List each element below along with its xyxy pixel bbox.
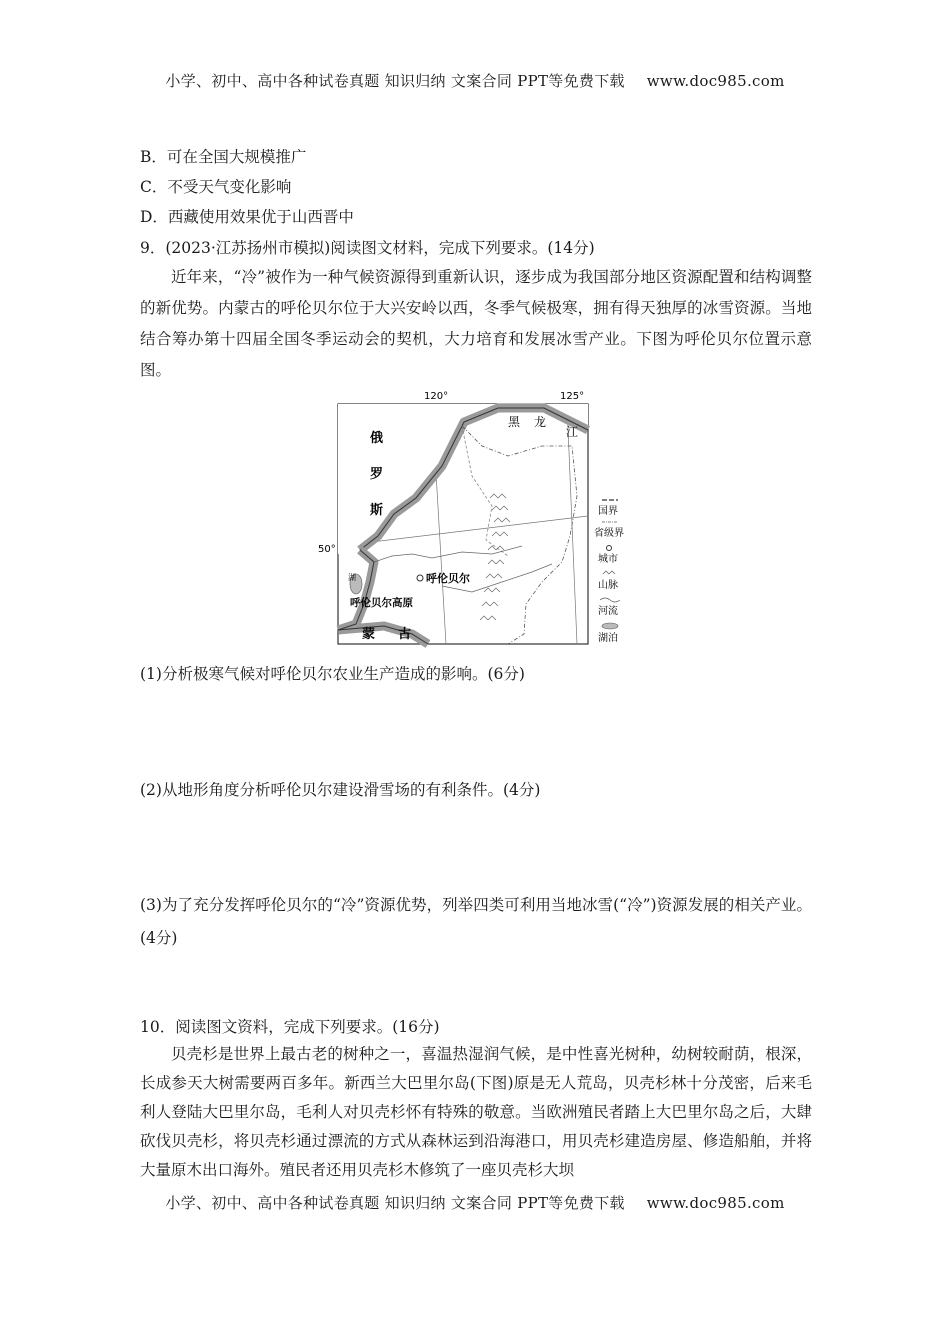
legend-mountain: 山脉 <box>598 580 618 591</box>
legend-city: 城市 <box>598 554 618 565</box>
q9-title: 9．(2023·江苏扬州市模拟)阅读图文材料，完成下列要求。(14分) <box>140 239 595 257</box>
legend-border: 国界 <box>598 506 618 517</box>
lon-125-label: 125° <box>560 391 585 402</box>
footer-text: 小学、初中、高中各种试卷真题 知识归纳 文案合同 PPT等免费下载 <box>165 1194 625 1212</box>
legend-river: 河流 <box>598 606 618 617</box>
q9-material: 近年来，“冷”被作为一种气候资源得到重新认识，逐步成为我国部分地区资源配置和结构调整的新优势。内蒙古的呼伦贝尔位于大兴安岭以西，冬季气候极寒，拥有得天独厚的冰雪资源。当地结合筹办第十四届全国冬季运动会的契机，大力培育和发展冰雪产业。下图为呼伦贝尔位置示意图。 <box>140 268 812 379</box>
q9-sub2: (2)从地形角度分析呼伦贝尔建设滑雪场的有利条件。(4分) <box>140 781 541 799</box>
footer-site: www.doc985.com <box>646 1194 785 1212</box>
hlj-label-1: 黑 <box>508 415 521 429</box>
mongolia-label-1: 蒙 <box>362 627 376 642</box>
mongolia-label-2: 古 <box>398 627 412 642</box>
lake-label: 湖 <box>348 573 356 582</box>
lat-50-label: 50° <box>318 544 336 555</box>
q10-title: 10．阅读图文资料，完成下列要求。(16分) <box>140 1018 440 1036</box>
q9-sub3: (3)为了充分发挥呼伦贝尔的“冷”资源优势，列举四类可利用当地冰雪(“冷”)资源发展的相关产业。(4分) <box>140 896 812 947</box>
option-c: C．不受天气变化影响 <box>140 178 292 196</box>
option-b: B．可在全国大规模推广 <box>140 148 307 166</box>
russia-label-1: 俄 <box>370 431 384 446</box>
option-d: D．西藏使用效果优于山西晋中 <box>140 208 354 226</box>
header-text: 小学、初中、高中各种试卷真题 知识归纳 文案合同 PPT等免费下载 <box>165 72 625 90</box>
plateau-label: 呼伦贝尔高原 <box>350 597 413 609</box>
q9-sub1: (1)分析极寒气候对呼伦贝尔农业生产造成的影响。(6分) <box>140 665 525 683</box>
legend-lake: 湖泊 <box>598 633 618 644</box>
page-header <box>0 70 950 91</box>
map-legend <box>594 500 624 644</box>
legend-province: 省级界 <box>594 528 624 539</box>
hulunbuir-location-map <box>312 386 642 648</box>
russia-label-2: 罗 <box>370 467 384 482</box>
hulunbuir-city-dot <box>417 575 423 581</box>
q10-material: 贝壳杉是世界上最古老的树种之一，喜温热湿润气候，是中性喜光树种，幼树较耐荫，根深，长成参天大树需要两百多年。新西兰大巴里尔岛(下图)原是无人荒岛，贝壳杉林十分茂密，后来毛利人登陆大巴里尔岛，毛利人对贝壳杉怀有特殊的敬意。当欧洲殖民者踏上大巴里尔岛之后，大肆砍伐贝壳杉，将贝壳杉通过漂流的方式从森林运到沿海港口，用贝壳杉建造房屋、修造船舶，并将大量原木出口海外。殖民者还用贝壳杉木修筑了一座贝壳杉大坝 <box>140 1045 812 1179</box>
lon-120-label: 120° <box>424 391 449 402</box>
city-label: 呼伦贝尔 <box>426 572 470 585</box>
hlj-label-2: 龙 <box>534 415 547 429</box>
header-site: www.doc985.com <box>646 72 785 90</box>
russia-label-3: 斯 <box>370 503 384 518</box>
page-footer <box>0 1192 950 1213</box>
hlj-label-3: 江 <box>566 425 579 439</box>
